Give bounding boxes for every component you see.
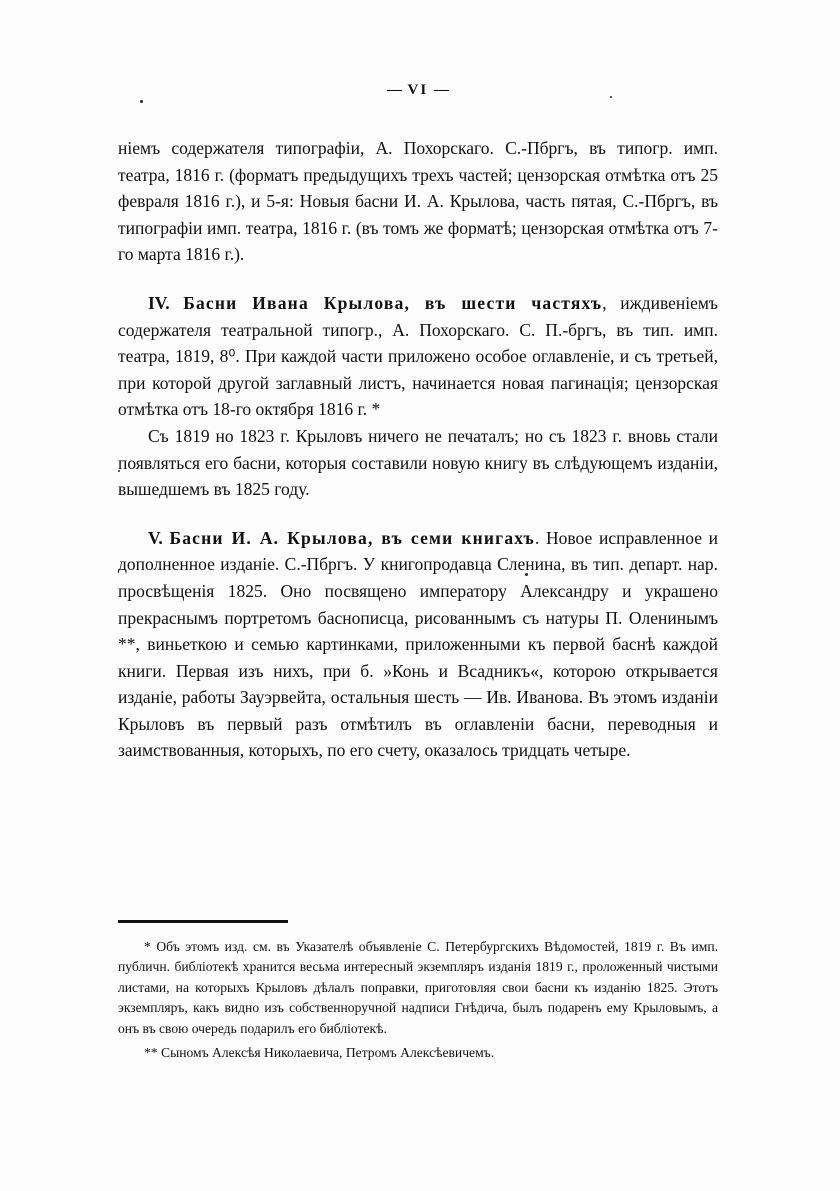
footnote-2-text: Сыномъ Алексѣя Николаевича, Петромъ Алексѣевичемъ. (161, 1044, 495, 1060)
section-entry-v (118, 525, 718, 764)
paragraph-continued: ніемъ содержателя типографіи, А. Похорскаго. С.-Пбргъ, въ типогр. имп. театра, 1816 г. (форматъ предыдущихъ трехъ частей; цензорская отмѣтка отъ 25 февраля 1816 г.), и 5-я: Новыя басни И. А. Крылова, часть пятая, С.-Пбргъ, въ типографіи имп. театра, 1816 г. (въ томъ же форматѣ; цензорская отмѣтка отъ 7-го марта 1816 г.). (118, 138, 718, 265)
section-text-iv: , иждивеніемъ содержателя театральной типогр., А. Похорскаго. С. П.-бргъ, въ тип. имп. театра, 1819, 8⁰. При каждой части приложено особое оглавленіе, и съ третьей, при которой другой заглавный листъ, начинается новая пагинація; цензорская отмѣтка отъ 18-го октября 1816 г. * (118, 292, 718, 420)
section-text-v: . Новое исправленное и дополненное изданіе. С.-Пбргъ. У книгопродавца Сленина, въ тип. департ. нар. просвѣщенія 1825. Оно посвящено императору Александру и украшено прекраснымъ портретомъ баснописца, рисованнымъ съ натуры П. Оленинымъ **, виньеткою и семью картинками, приложенными къ первой баснѣ каждой книги. Первая изъ нихъ, при б. »Конь и Всадникъ«, которою открывается изданіе, работы Зауэрвейта, остальныя шесть — Ив. Иванова. Въ этомъ изданіи Крыловъ въ первый разъ отмѣтилъ въ оглавленіи басни, переводныя и заимствованныя, которыхъ, по его счету, оказалось тридцать четыре. (118, 527, 719, 761)
footnotes-block (118, 920, 718, 1063)
footnote-1-text: Объ этомъ изд. см. въ Указателѣ объявленіе С. Петербургскихъ Вѣдомостей, 1819 г. Въ имп. публичн. библіотекѣ хранится весьма интересный экземпляръ изданія 1819 г., проложенный чистыми листами, на которыхъ Крыловъ дѣлалъ поправки, приготовляя свои басни къ изданію 1825. Этотъ экземпляръ, какъ видно изъ собственноручной надписи Гнѣдича, былъ подаренъ ему Крыловымъ, а онъ въ свою очередь подарилъ его библіотекѣ. (118, 939, 718, 1036)
section-numeral-v: V. (148, 527, 163, 548)
footnote-2 (118, 1043, 718, 1063)
section-title-iv: Басни Ивана Крылова, въ шести частяхъ (183, 292, 603, 313)
footnote-1 (118, 937, 718, 1039)
section-title-v: Басни И. А. Крылова, въ семи книгахъ (169, 527, 535, 548)
page-number: VI (407, 82, 429, 98)
paragraph-after-iv: Съ 1819 но 1823 г. Крыловъ ничего не печаталъ; но съ 1823 г. вновь стали появляться его басни, которыя составили новую книгу въ слѣдующемъ изданіи, вышедшемъ въ 1825 году. (118, 425, 718, 500)
paragraph-gap (118, 503, 718, 525)
folio-rule-right: — (433, 82, 449, 98)
footnote-1-marker: * (144, 939, 151, 954)
section-numeral-iv: IV. (148, 292, 170, 313)
footnote-separator-rule (118, 920, 288, 923)
footnote-2-marker: ** (144, 1044, 158, 1060)
paragraph-gap (118, 268, 718, 290)
folio-rule-left: — (387, 82, 403, 98)
section-entry-iv (118, 290, 718, 423)
page-content (118, 82, 718, 764)
page-folio (118, 82, 718, 99)
